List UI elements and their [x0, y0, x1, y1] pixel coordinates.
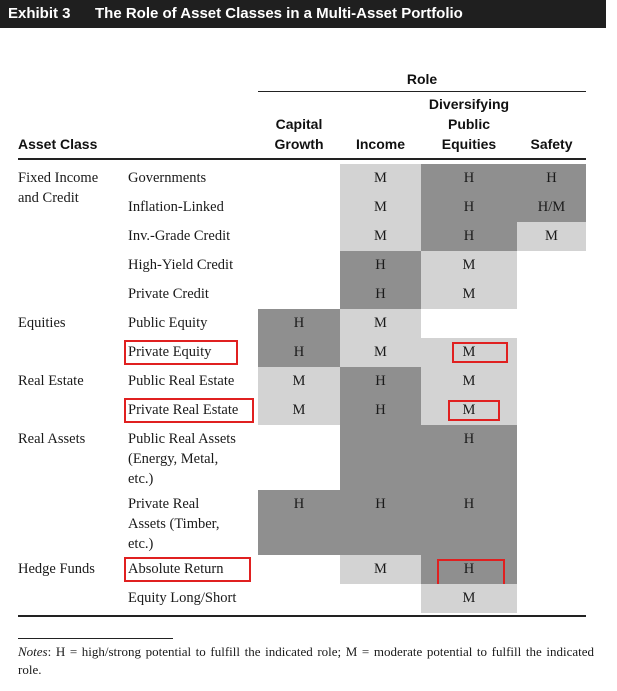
sub-asset-name: Private Credit: [128, 286, 209, 302]
income-value: M: [374, 315, 387, 331]
asset-class-label: and Credit: [18, 190, 79, 206]
asset-class-label: Fixed Income: [18, 170, 99, 186]
safety-value: H/M: [537, 199, 566, 215]
asset-class-header: Asset Class: [18, 136, 98, 152]
capital_growth-value: H: [293, 315, 305, 331]
income-value: M: [374, 228, 387, 244]
role-header: Role: [406, 71, 438, 87]
income-value: H: [375, 373, 386, 389]
diversifying-value: H: [463, 431, 475, 447]
asset-class-label: Equities: [18, 315, 66, 331]
sub-asset-name: High-Yield Credit: [128, 257, 234, 273]
income-value: M: [374, 199, 387, 215]
sub-asset-name: Private Real: [128, 496, 200, 512]
sub-asset-name: Inflation-Linked: [128, 199, 224, 215]
diversifying-value: H: [463, 199, 475, 215]
diversifying-value: M: [462, 373, 476, 389]
sub-asset-name: Public Real Estate: [128, 373, 235, 389]
sub-asset-name: Public Real Assets: [128, 431, 236, 447]
highlight-box: [124, 340, 238, 365]
sub-asset-name: Assets (Timber,: [128, 516, 220, 532]
bottom-rule: [18, 615, 586, 617]
income-value: H: [375, 286, 386, 302]
diversifying-value: M: [462, 286, 476, 302]
header-rule: [18, 158, 586, 160]
sub-asset-name: Private Equity: [128, 344, 212, 360]
notes-text: : H = high/strong potential to fulfill the indicated role; M = moderate potential to fulfill the indicated role.: [18, 644, 594, 677]
income-value: H: [375, 257, 386, 273]
diversifying-value: M: [462, 590, 476, 606]
capital_growth-value: H: [293, 344, 305, 360]
capital-growth-header-line: Growth: [274, 136, 324, 152]
capital-growth-header: [258, 114, 340, 154]
asset-class-label: Real Estate: [18, 373, 84, 389]
highlight-box: [124, 398, 254, 423]
income-value: H: [375, 402, 386, 418]
safety-header: Safety: [530, 136, 573, 152]
income-value: M: [374, 344, 387, 360]
sub-asset-name: Equity Long/Short: [128, 590, 237, 606]
notes-rule: [18, 638, 173, 639]
capital_growth-value: M: [292, 373, 306, 389]
exhibit-title-bar: [0, 0, 606, 28]
sub-asset-name: Public Equity: [128, 315, 208, 331]
diversifying-header: [421, 94, 517, 154]
diversifying-value: M: [462, 344, 476, 360]
income-value: H: [375, 496, 386, 512]
diversifying-header-line: Equities: [441, 136, 497, 152]
diversifying-value: H: [463, 170, 475, 186]
income-cell: [340, 425, 421, 490]
capital-growth-header-line: Capital: [275, 116, 323, 132]
sub-asset-name: Governments: [128, 170, 207, 186]
sub-asset-name: etc.): [128, 536, 154, 552]
highlight-box: [448, 400, 500, 421]
highlight-box: [124, 557, 251, 582]
notes: [18, 643, 594, 679]
capital_growth-value: M: [292, 402, 306, 418]
exhibit-label: Exhibit 3: [8, 5, 71, 22]
income-value: M: [374, 170, 387, 186]
income-value: M: [374, 561, 387, 577]
highlight-box: [437, 559, 505, 587]
exhibit-title: The Role of Asset Classes in a Multi-Asset Portfolio: [95, 5, 463, 22]
sub-asset-name: Private Real Estate: [128, 402, 239, 418]
sub-asset-name: Absolute Return: [128, 561, 224, 577]
diversifying-value: M: [462, 402, 476, 418]
highlight-box: [452, 342, 508, 363]
diversifying-header-line: Diversifying: [428, 96, 510, 112]
asset-class-label: Hedge Funds: [18, 561, 95, 577]
diversifying-value: M: [462, 257, 476, 273]
asset-class-label: Real Assets: [18, 431, 86, 447]
sub-asset-name: Inv.-Grade Credit: [128, 228, 231, 244]
diversifying-value: H: [463, 496, 475, 512]
role-rule: [258, 91, 586, 92]
notes-label: Notes: [18, 644, 48, 659]
sub-asset-name: etc.): [128, 471, 154, 487]
safety-value: H: [546, 170, 557, 186]
diversifying-value: H: [463, 561, 475, 577]
sub-asset-name: (Energy, Metal,: [128, 451, 219, 467]
safety-value: M: [545, 228, 558, 244]
diversifying-value: H: [463, 228, 475, 244]
diversifying-header-line: Public: [447, 116, 490, 132]
capital_growth-value: H: [293, 496, 305, 512]
income-header: Income: [355, 136, 405, 152]
